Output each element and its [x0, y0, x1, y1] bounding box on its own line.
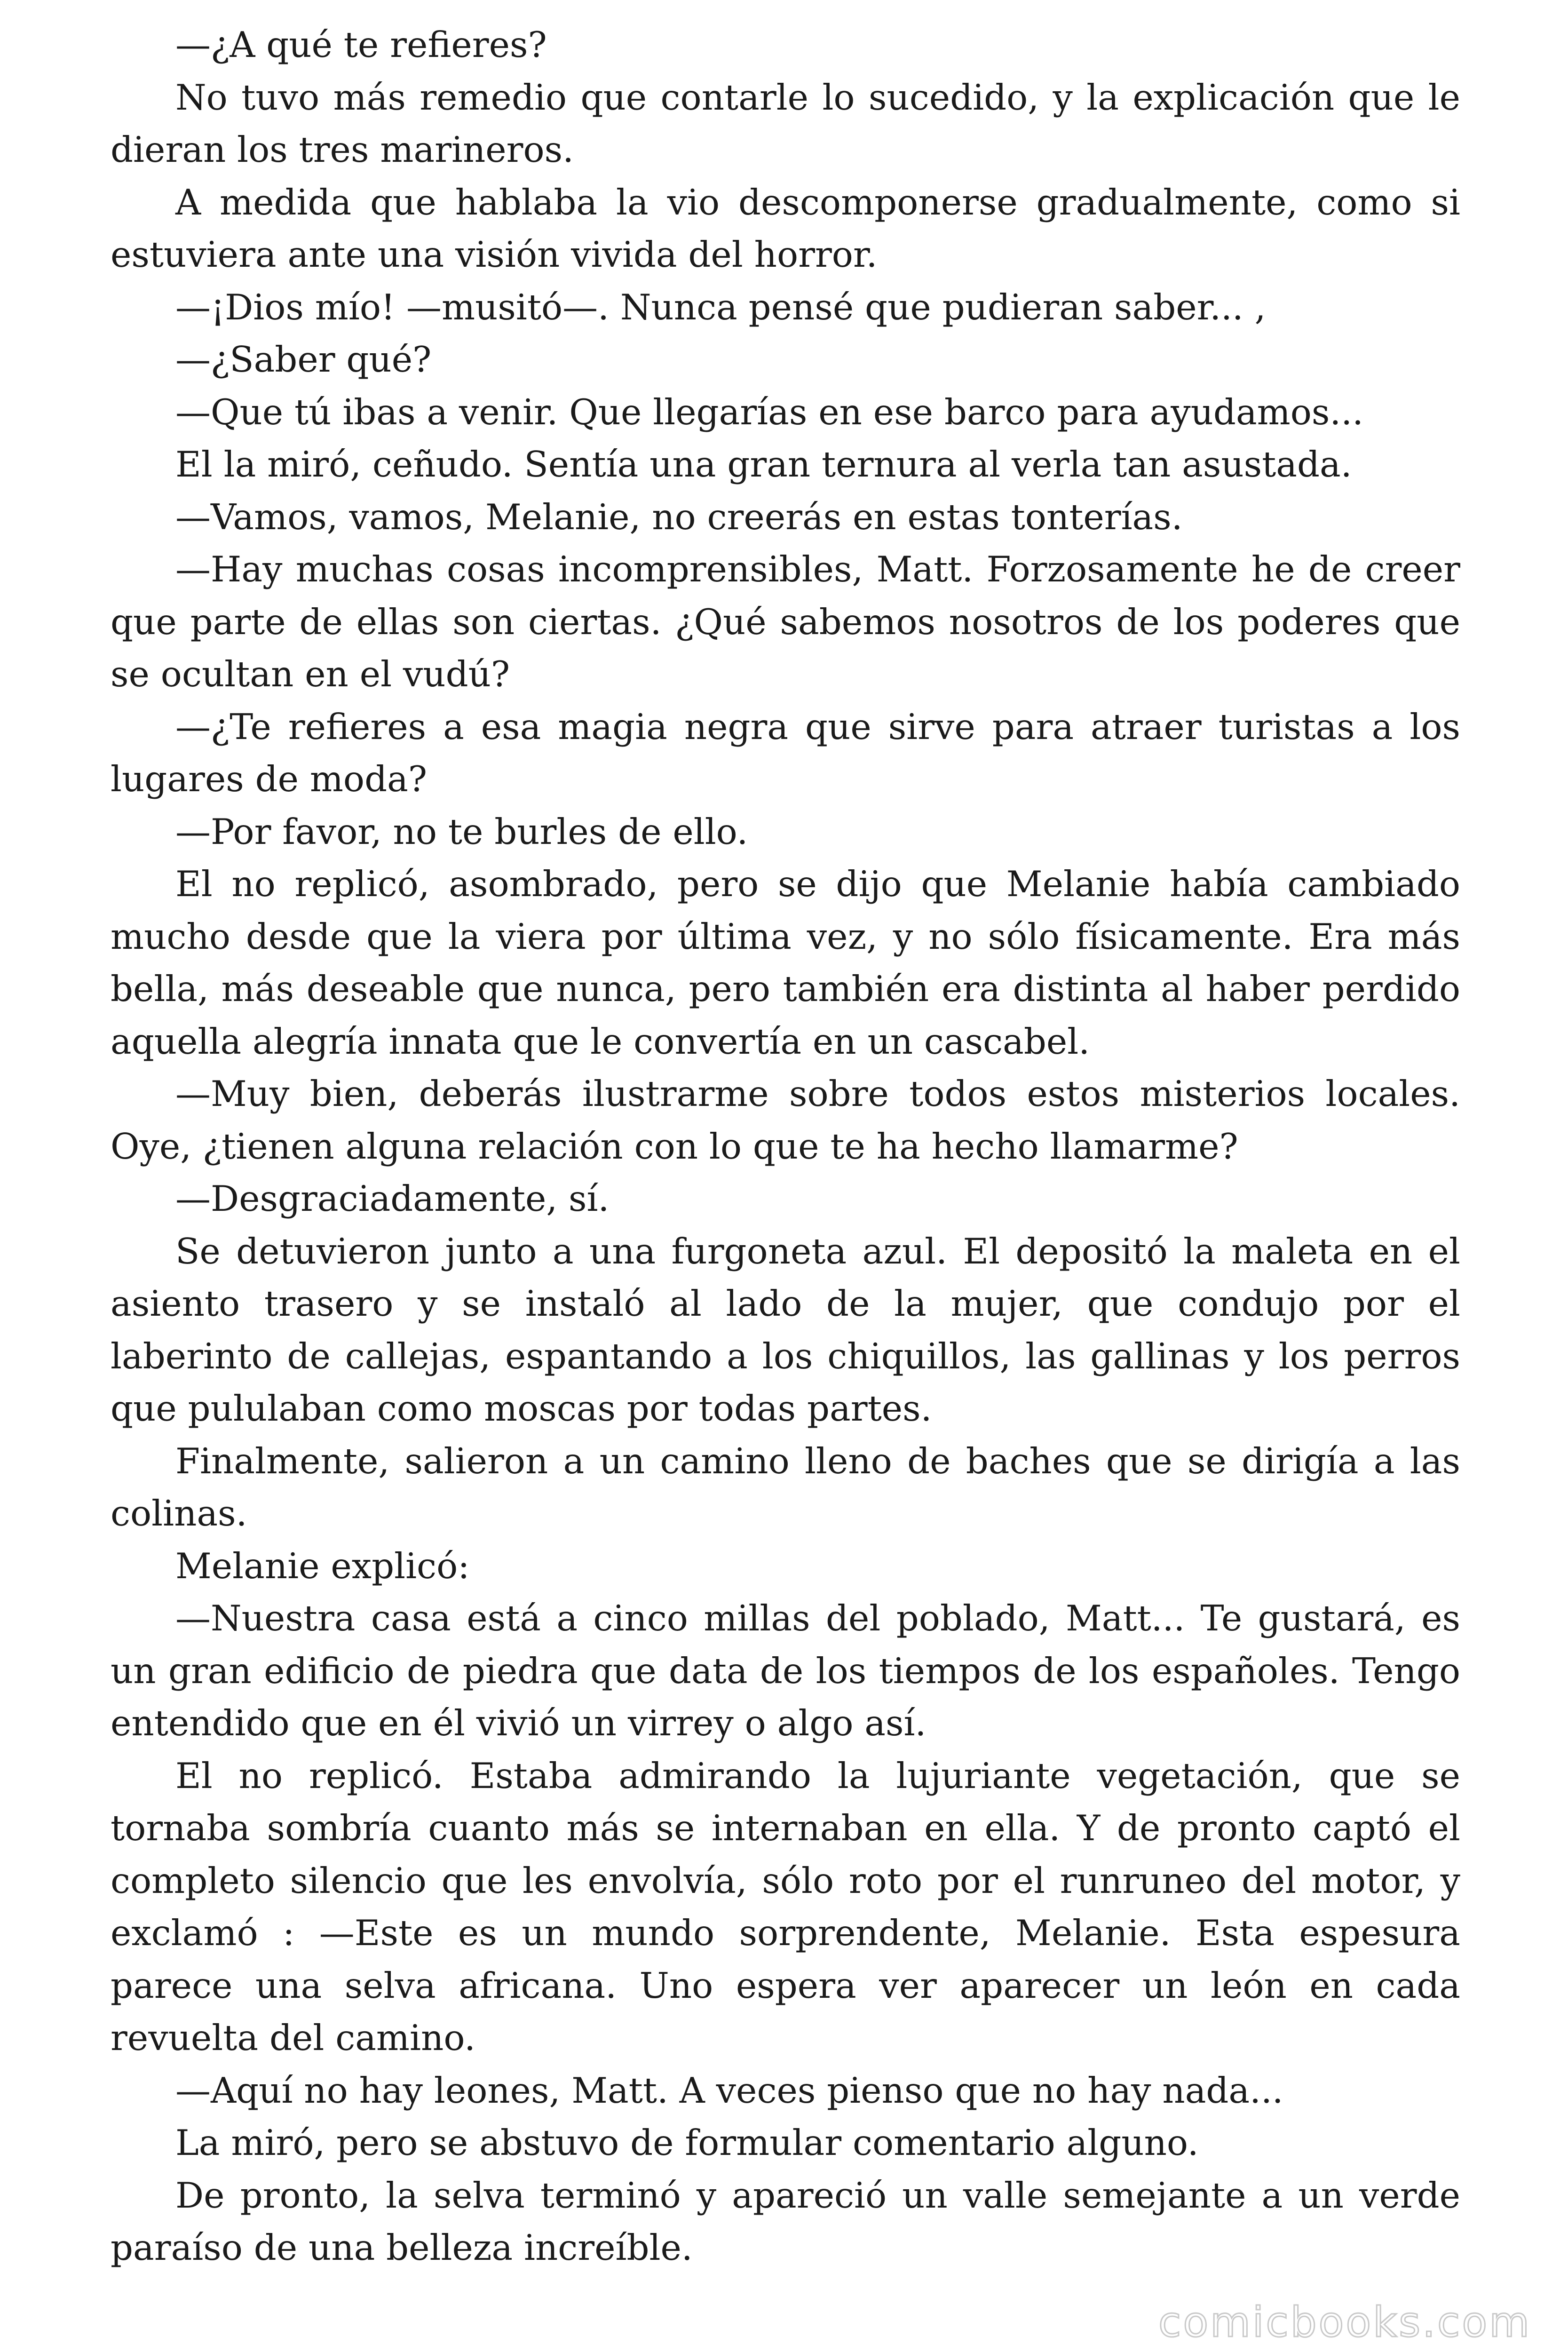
watermark: comicbooks.com — [1158, 2298, 1531, 2346]
paragraph: —Que tú ibas a venir. Que llegarías en ese barco para ayudamos... — [175, 391, 1363, 433]
paragraph: —Aquí no hay leones, Matt. A veces pienso que no hay nada... — [175, 2069, 1283, 2111]
paragraph: —¿Te refieres a esa magia negra que sirve para atraer turistas a los lugares de moda? — [111, 706, 1460, 800]
paragraph: El no replicó, asombrado, pero se dijo que Melanie había cambiado mucho desde que la viera por última vez, y no sólo físicamente. Era más bella, más deseable que nunca, pero también era distinta al haber perdido aquella alegría innata que le convertía en un cascabel. — [111, 863, 1460, 1062]
paragraph: —Nuestra casa está a cinco millas del poblado, Matt... Te gustará, es un gran edificio de piedra que data de los tiempos de los españoles. Tengo entendido que en él vivió un virrey o algo así. — [111, 1597, 1460, 1744]
paragraph: —¿Saber qué? — [175, 339, 432, 380]
paragraph: —Muy bien, deberás ilustrarme sobre todos estos misterios locales. Oye, ¿tienen alguna relación con lo que te ha hecho llamarme? — [111, 1073, 1460, 1167]
paragraph: De pronto, la selva terminó y apareció un valle semejante a un verde paraíso de una belleza increíble. — [111, 2174, 1460, 2268]
paragraph: El no replicó. Estaba admirando la lujuriante vegetación, que se tornaba sombría cuanto más se internaban en ella. Y de pronto captó el completo silencio que les envolvía, sólo roto por el runruneo del motor, y exclamó : —Este es un mundo sorprendente, Melanie. Esta espesura parece una selva africana. Uno espera ver aparecer un león en cada revuelta del camino. — [111, 1755, 1460, 2058]
paragraph: —Desgraciadamente, sí. — [175, 1178, 610, 1219]
book-page — [111, 19, 1460, 2274]
paragraph: —Por favor, no te burles de ello. — [175, 810, 748, 852]
paragraph: El la miró, ceñudo. Sentía una gran ternura al verla tan asustada. — [175, 444, 1352, 485]
paragraph: La miró, pero se abstuvo de formular comentario alguno. — [175, 2122, 1199, 2163]
paragraph: —¡Dios mío! —musitó—. Nunca pensé que pudieran saber... , — [175, 286, 1266, 328]
paragraph: A medida que hablaba la vio descomponerse gradualmente, como si estuviera ante una visión vivida del horror. — [111, 181, 1460, 275]
paragraph: —¿A qué te refieres? — [175, 24, 547, 65]
paragraph: Se detuvieron junto a una furgoneta azul. El depositó la maleta en el asiento trasero y se instaló al lado de la mujer, que condujo por el laberinto de callejas, espantando a los chiquillos, las gallinas y los perros que pululaban como moscas por todas partes. — [111, 1230, 1460, 1429]
paragraph: Finalmente, salieron a un camino lleno de baches que se dirigía a las colinas. — [111, 1440, 1460, 1534]
paragraph: Melanie explicó: — [175, 1545, 470, 1587]
paragraph: No tuvo más remedio que contarle lo sucedido, y la explicación que le dieran los tres marineros. — [111, 76, 1460, 170]
paragraph: —Hay muchas cosas incomprensibles, Matt. Forzosamente he de creer que parte de ellas son ciertas. ¿Qué sabemos nosotros de los poderes que se ocultan en el vudú? — [111, 548, 1460, 695]
paragraph: —Vamos, vamos, Melanie, no creerás en estas tonterías. — [175, 496, 1183, 538]
